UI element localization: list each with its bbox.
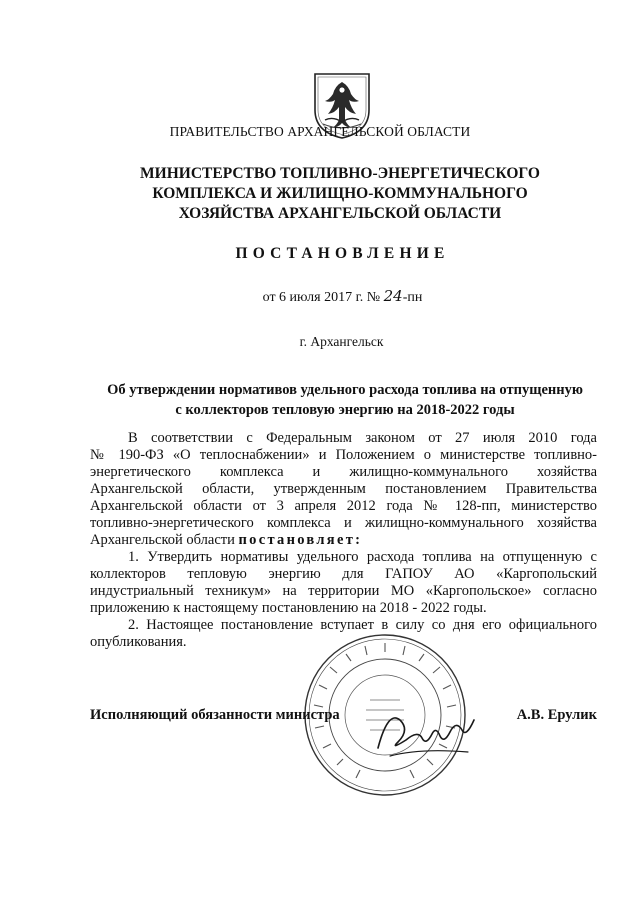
item-2-line: 2. Настоящее постановление вступает в силу со дня его официального <box>128 617 597 633</box>
body-line: Архангельской области, утвержденным постановлением Правительства <box>90 481 597 497</box>
title-line: с коллекторов тепловую энергию на 2018-2022 годы <box>175 402 515 418</box>
body-line: Архангельской области от 3 апреля 2012 года № 128-пп, министерство <box>90 498 597 514</box>
ministry-line: КОМПЛЕКСА И ЖИЛИЩНО-КОММУНАЛЬНОГО <box>152 185 528 202</box>
item-1-line: 1. Утвердить нормативы удельного расхода топлива на отпущенную с <box>128 549 597 565</box>
ministry-line: ХОЗЯЙСТВА АРХАНГЕЛЬСКОЙ ОБЛАСТИ <box>178 205 502 222</box>
item-1-line: приложению к настоящему постановлению на 2018 - 2022 годы. <box>90 600 487 616</box>
city: г. Архангельск <box>299 334 384 349</box>
government-name: ПРАВИТЕЛЬСТВО АРХАНГЕЛЬСКОЙ ОБЛАСТИ <box>169 124 471 139</box>
signatory-title: Исполняющий обязанности министра <box>90 707 340 723</box>
title-line: Об утверждении нормативов удельного расхода топлива на отпущенную <box>107 382 583 398</box>
handwritten-signature-icon <box>370 690 480 765</box>
body-line: энергетического комплекса и жилищно-коммунального хозяйства <box>90 464 597 480</box>
decree-word: постановляет: <box>238 532 363 548</box>
preamble-last: Архангельской области <box>90 532 235 548</box>
document-type: ПОСТАНОВЛЕНИЕ <box>235 245 450 262</box>
item-1-line: коллекторов тепловую энергию для ГАПОУ АО «Каргопольский <box>90 566 597 582</box>
signatory-name: А.В. Ерулик <box>516 707 597 723</box>
document-title <box>90 380 600 420</box>
ministry-name <box>100 164 580 224</box>
body-line: В соответствии с Федеральным законом от 27 июля 2010 года <box>128 430 597 446</box>
body-line: № 190-ФЗ «О теплоснабжении» и Положением о министерстве топливно- <box>90 447 597 463</box>
number-suffix: -пн <box>402 290 423 305</box>
item-2-line: опубликования. <box>90 634 187 650</box>
date-and-number <box>0 287 640 306</box>
document-number: 24 <box>383 287 403 305</box>
document-body <box>90 430 597 651</box>
date-prefix: от 6 июля 2017 г. № <box>262 290 381 305</box>
body-line: топливно-энергетического комплекса и жилищно-коммунального хозяйства <box>90 515 597 531</box>
item-1-line: индустриальный техникум» на территории МО «Каргопольское» согласно <box>90 583 597 599</box>
ministry-line: МИНИСТЕРСТВО ТОПЛИВНО-ЭНЕРГЕТИЧЕСКОГО <box>140 165 540 182</box>
body-line <box>90 532 597 549</box>
